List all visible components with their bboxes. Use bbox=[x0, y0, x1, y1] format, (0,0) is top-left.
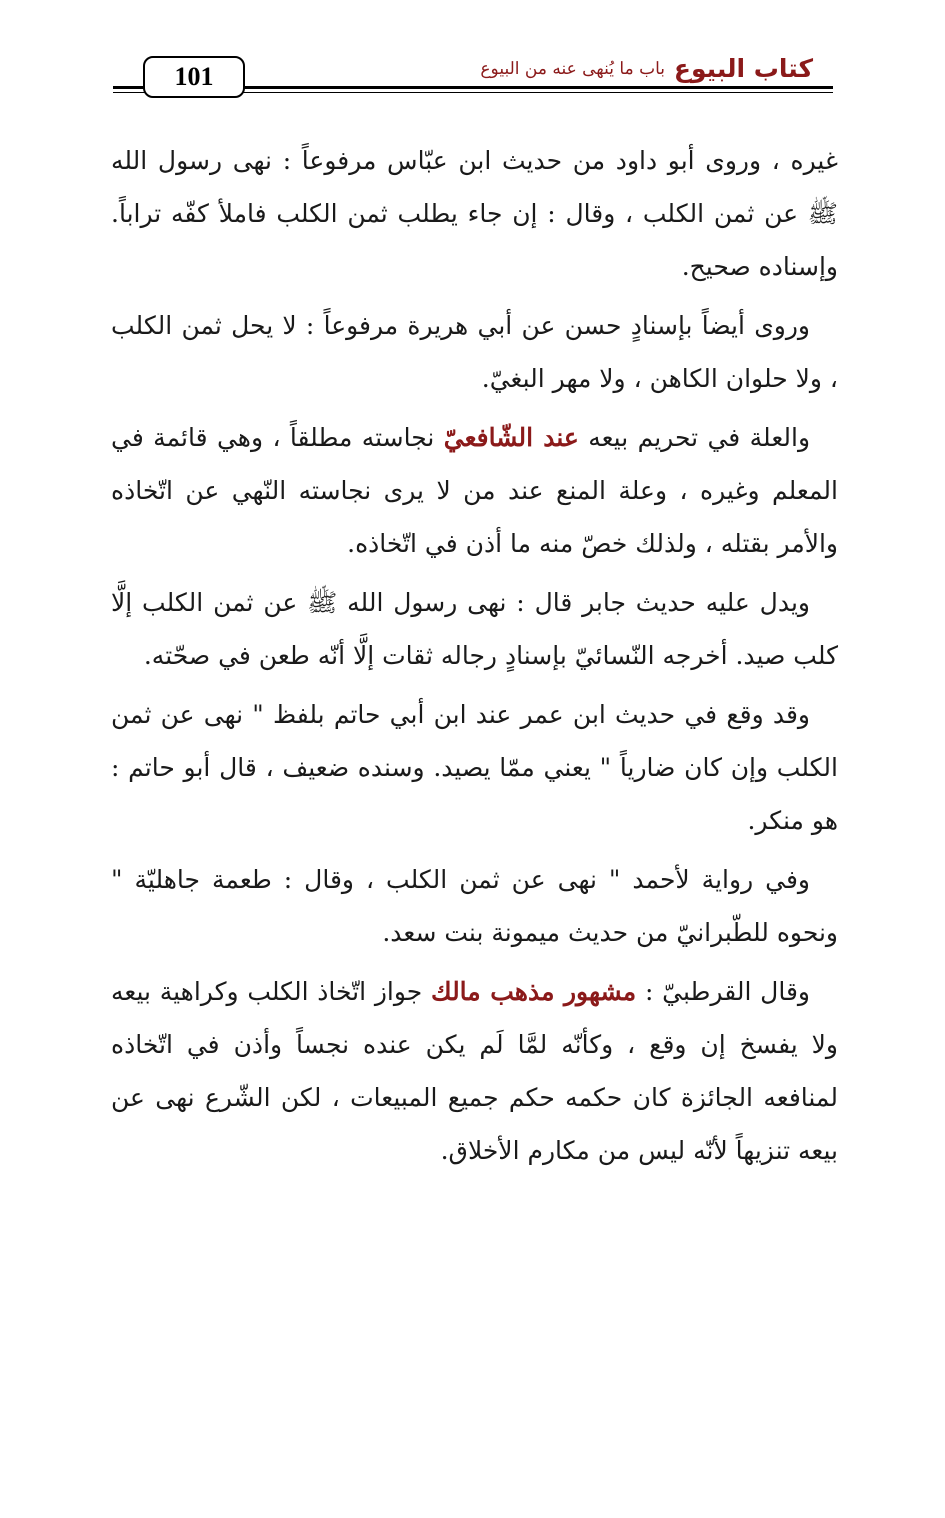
page-number: 101 bbox=[174, 62, 214, 91]
book-title: كتاب البيوع bbox=[668, 52, 813, 86]
paragraph bbox=[111, 299, 838, 405]
page-number-box bbox=[143, 56, 245, 98]
paragraph-text: غيره ، وروى أبو داود من حديث ابن عبّاس مرفوعاً : نهى رسول الله ﷺ عن ثمن الكلب ، وقال : إن جاء يطلب ثمن الكلب فاملأ كفّه تراباً. وإسناده صحيح. bbox=[111, 146, 838, 281]
paragraph-text: ويدل عليه حديث جابر قال : نهى رسول الله ﷺ عن ثمن الكلب إلَّا كلب صيد. أخرجه النّسائيّ بإسنادٍ رجاله ثقات إلَّا أنّه طعن في صحّته. bbox=[111, 588, 838, 670]
page-header bbox=[113, 52, 833, 102]
page-body bbox=[111, 134, 838, 1183]
paragraph-text: وقد وقع في حديث ابن عمر عند ابن أبي حاتم بلفظ " نهى عن ثمن الكلب وإن كان ضارياً " يعني ممّا يصيد. وسنده ضعيف ، قال أبو حاتم : هو منكر. bbox=[111, 700, 838, 835]
chapter-title: باب ما يُنهى عنه من البيوع bbox=[480, 59, 665, 79]
paragraph-text: نجاسته مطلقاً ، وهي قائمة في المعلم وغيره ، وعلة المنع عند من لا يرى نجاسته النّهي عن اتّخاذه والأمر بقتله ، ولذلك خصّ منه ما أذن في اتّخاذه. bbox=[111, 423, 838, 558]
highlighted-phrase: عند الشّافعيّ bbox=[443, 423, 579, 452]
paragraph-text: جواز اتّخاذ الكلب وكراهية بيعه ولا يفسخ إن وقع ، وكأنّه لمَّا لَم يكن عنده نجساً وأذن في اتّخاذه لمنافعه الجائزة كان حكمه حكم جميع المبيعات ، لكن الشّرع نهى عن بيعه تنزيهاً لأنّه ليس من مكارم الأخلاق. bbox=[111, 977, 838, 1165]
paragraph-text: وروى أيضاً بإسنادٍ حسن عن أبي هريرة مرفوعاً : لا يحل ثمن الكلب ، ولا حلوان الكاهن ، ولا مهر البغيّ. bbox=[111, 311, 838, 393]
paragraph bbox=[111, 411, 838, 570]
paragraph-text: والعلة في تحريم بيعه bbox=[578, 423, 811, 452]
paragraph bbox=[111, 576, 838, 682]
paragraph bbox=[111, 853, 838, 959]
paragraph-text: وفي رواية لأحمد " نهى عن ثمن الكلب ، وقال : طعمة جاهليّة " ونحوه للطّبرانيّ من حديث ميمونة بنت سعد. bbox=[111, 865, 838, 947]
paragraph bbox=[111, 965, 838, 1177]
highlighted-phrase: مشهور مذهب مالك bbox=[431, 977, 637, 1006]
paragraph bbox=[111, 134, 838, 293]
paragraph bbox=[111, 688, 838, 847]
paragraph-text: وقال القرطبيّ : bbox=[636, 977, 810, 1006]
